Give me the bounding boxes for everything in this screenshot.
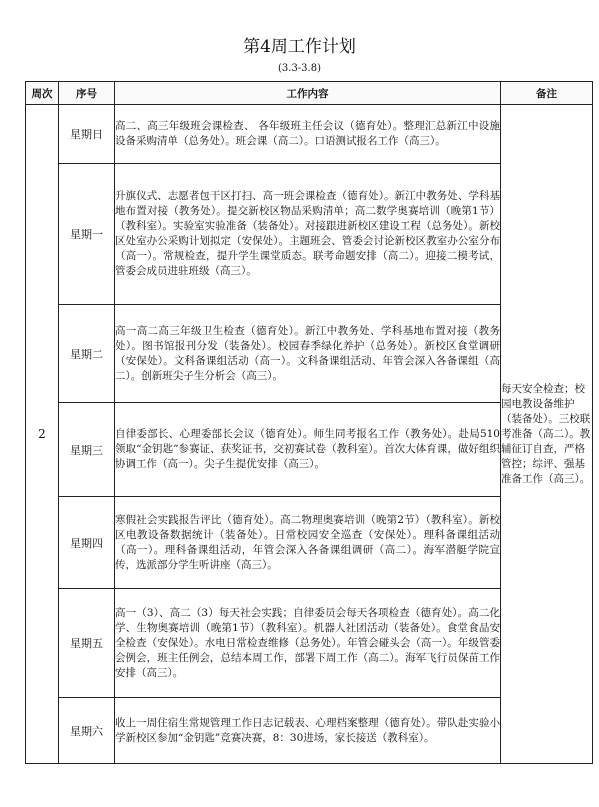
- work-plan-table: [25, 81, 593, 764]
- day-label: 星期日: [59, 105, 115, 164]
- header-week: 周次: [26, 82, 59, 105]
- table-row: [26, 105, 593, 164]
- day-label: 星期四: [59, 497, 115, 589]
- day-content: 收上一周住宿生常规管理工作日志记载表、心理档案整理（德育处）。带队赴实验小学新校区参加“金钥匙”竞赛决赛，8：30进场，家长接送（教科室）。: [115, 698, 501, 764]
- remarks: 每天安全检查；校园电教设备维护（装备处）。三校联考准备（高二）。教辅征订自查，严格管控；综评、强基准备工作（高三）。: [501, 105, 593, 764]
- day-label: 星期五: [59, 589, 115, 698]
- day-label: 星期二: [59, 305, 115, 403]
- day-label: 星期一: [59, 164, 115, 305]
- day-label: 星期三: [59, 403, 115, 497]
- header-note: 备注: [501, 82, 593, 105]
- day-content: 高一高二高三年级卫生检查（德育处）。新江中教务处、学科基地布置对接（教务处）。图书馆报刊分发（装备处）。校园春季绿化养护（总务处）。新校区食堂调研（安保处）。文科备课组活动（高一）。文科备课组活动、年管会深入各备课组（高二）。创新班尖子生分析会（高三）。: [115, 305, 501, 403]
- header-content: 工作内容: [115, 82, 501, 105]
- day-content: 高一（3）、高二（3）每天社会实践；自律委员会每天各项检查（德育处）。高二化学、生物奥赛培训（晚第1节）（教科室）。机器人社团活动（装备处）。食堂食品安全检查（安保处）。水电日常检查维修（总务处）。年管会碰头会（高一）。年级管委会例会，班主任例会，总结本周工作，部署下周工作（高二）。海军飞行员保苗工作安排（高三）。: [115, 589, 501, 698]
- day-label: 星期六: [59, 698, 115, 764]
- day-content: 自律委部长、心理委部长会议（德育处）。师生同考报名工作（教务处）。赴局510领取“金钥匙”参赛证、获奖证书，交初赛试卷（教科室）。首次大体育课，做好组织协调工作（高一）。尖子生提优安排（高三）。: [115, 403, 501, 497]
- week-number: 2: [26, 105, 59, 764]
- day-content: 升旗仪式、志愿者包干区打扫、高一班会课检查（德育处）。新江中教务处、学科基地布置对接（教务处）。提交新校区物品采购清单；高二数学奥赛培训（晚第1节）（教科室）。实验室实验准备（装备处）。对接跟进新校区建设工程（总务处）。新校区处室办公采购计划拟定（安保处）。主题班会、管委会讨论新校区教室办公室分布（高一）。常规检查，提升学生课堂质态。联考命题安排（高二）。迎接二模考试，管委会成员进驻班级（高三）。: [115, 164, 501, 305]
- table-header-row: [26, 82, 593, 105]
- day-content: 寒假社会实践报告评比（德育处）。高二物理奥赛培训（晚第2节）（教科室）。新校区电教设备数据统计（装备处）。日常校园安全巡查（安保处）。理科备课组活动（高一）。理科备课组活动，年管会深入各备课组调研（高二）。海军潜艇学院宣传，选派部分学生听讲座（高三）。: [115, 497, 501, 589]
- date-range: (3.3-3.8): [278, 63, 321, 74]
- page-title: 第4周工作计划: [243, 37, 356, 57]
- header-seq: 序号: [59, 82, 115, 105]
- day-content: 高二、高三年级班会课检查、 各年级班主任会议（德育处）。整理汇总新江中设施设备采购清单（总务处）。班会课（高二）。口语测试报名工作（高三）。: [115, 105, 501, 164]
